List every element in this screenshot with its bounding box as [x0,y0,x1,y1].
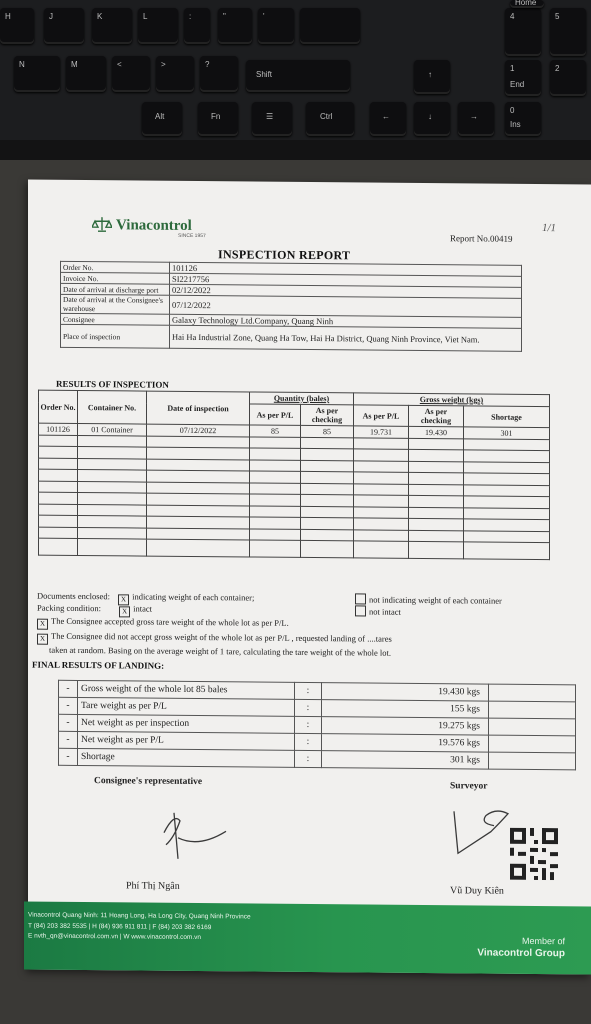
final-colon: : [295,733,322,750]
key-label: " [223,12,226,21]
footer-band [24,902,591,975]
tare-calculation-text: taken at random. Basing on the average weight of 1 tare, calculating the tare weight of the whole lot. [49,644,392,658]
option-not-intact: not intact [369,606,401,617]
col-gross-weight: Gross weight (kgs) [354,393,550,407]
col-qty-as-per-checking: As per checking [301,404,354,425]
key-k [92,8,132,44]
cell-container-no: 01 Container [78,423,147,435]
key-right: → [458,102,494,136]
key-label: Alt [155,112,165,121]
final-unit: kgs [466,755,480,766]
info-value: Hai Ha Industrial Zone, Quang Ha Tow, Hai Ha District, Quang Ninh Province, Viet Nam. [170,325,522,351]
final-label: Shortage [78,748,295,767]
key-menu: ☰ [252,102,292,136]
info-value: 02/12/2022 [170,284,522,298]
checkbox-not-accepted: X [37,634,48,645]
final-value: 19.275 [438,721,465,732]
surveyor-name: Vũ Duy Kiên [450,885,504,897]
accepted-text: The Consignee accepted gross tare weight of the whole lot as per P/L. [51,615,289,628]
key-quote [218,8,252,44]
key-label: 1 [510,64,515,73]
key-1 [505,60,541,96]
key-label: ' [263,12,265,21]
col-gross-as-per-checking: As per checking [409,405,464,426]
key-0 [505,102,541,136]
final-results-table [58,680,576,771]
qr-code-icon [510,828,558,880]
col-order-no: Order No. [39,390,78,423]
key-label: 4 [510,12,515,21]
final-dash: - [59,680,78,697]
key-n [14,56,60,92]
final-label: Tare weight as per P/L [78,697,295,716]
checkbox-not-indicating-weight [355,593,366,604]
final-dash: - [59,714,78,731]
key-label: 2 [555,64,560,73]
final-dash: - [59,748,78,765]
info-label: Date of arrival at the Consignee's warehouse [61,294,170,314]
cell-gross-pl: 19.731 [354,426,409,438]
cell-gross-check: 19.430 [409,426,464,438]
final-label: Gross weight of the whole lot 85 bales [78,680,295,699]
checkbox-intact: X [119,606,130,617]
checkbox-indicating-weight: X [118,594,129,605]
key-label: H [5,12,11,21]
documents-label: Documents enclosed: [37,590,110,602]
packing-label: Packing condition: [37,602,101,614]
final-value: 155 [450,704,465,715]
page-number: 1/1 [542,222,557,235]
key-enter [300,8,360,44]
final-value: 19.576 [438,738,465,749]
key-down: ↓ [414,102,450,136]
results-table [38,390,550,560]
footer-contacts: E nvth_qn@vinacontrol.com.vn | W www.vinacontrol.com.vn [28,932,202,942]
consignee-representative-label: Consignee's representative [94,776,203,788]
key-label: ? [205,60,210,69]
info-value: 07/12/2022 [170,295,522,317]
packing-option-2 [355,605,401,616]
info-table [60,261,522,352]
key-label: End [510,80,525,89]
final-unit: kgs [466,704,480,715]
final-label: Net weight as per inspection [78,714,295,733]
consignee-signature [144,793,234,864]
key-label: Fn [211,112,221,121]
footer-group: Vinacontrol Group [477,947,565,960]
inspection-report-page [28,180,591,975]
checkbox-accepted: X [37,619,48,630]
key-label: : [189,12,192,21]
option-intact: intact [133,603,152,614]
final-label: Net weight as per P/L [78,731,295,750]
col-qty-as-per-pl: As per P/L [250,404,301,425]
key-h [0,8,34,44]
key-shift [246,60,350,92]
cell-qty-pl: 85 [250,425,301,437]
final-unit: kgs [466,721,480,732]
final-row [59,748,576,770]
footer-address: Vinacontrol Quang Ninh: 11 Hoang Long, Ha Long City, Quang Ninh Province [28,911,251,921]
key-label: 5 [555,12,560,21]
cell-shortage: 301 [464,427,550,439]
option-indicating-weight: indicating weight of each container; [132,591,255,603]
key-j [44,8,84,44]
info-value: 101126 [170,262,522,276]
key-label: M [71,60,78,69]
final-colon: : [295,750,322,767]
col-gross-as-per-pl: As per P/L [354,405,409,426]
info-value: SI2217756 [170,273,522,287]
cell-date: 07/12/2022 [147,424,250,436]
logo-text: Vinacontrol [116,217,192,234]
report-number: Report No.00419 [450,233,513,244]
col-container-no: Container No. [78,390,147,424]
logo-since: SINCE 1957 [178,232,206,240]
key-fn [198,102,238,136]
cell-qty-check: 85 [301,425,354,437]
info-label: Order No. [61,261,170,273]
key-label: N [19,60,25,69]
final-dash: - [59,731,78,748]
key-slash [200,56,238,92]
documents-option-2 [355,593,502,605]
key-2 [550,60,586,96]
key-quote-2 [258,8,294,44]
key-label: J [49,12,53,21]
key-label: Home [515,0,537,7]
report-title: INSPECTION REPORT [218,247,351,263]
consignee-name: Phí Thị Ngân [126,880,180,892]
key-label: < [117,60,122,69]
key-label: K [97,12,103,21]
key-label: 0 [510,106,515,115]
key-label: Ctrl [320,112,333,121]
cell-order-no: 101126 [39,423,78,435]
not-accepted-text: The Consignee did not accept gross weight of the whole lot as per P/L , requested landing of ....tares [51,630,392,644]
final-colon: : [295,699,322,716]
final-colon: : [295,682,322,699]
final-colon: : [295,716,322,733]
key-left: ← [370,102,406,136]
final-unit: kgs [466,738,480,749]
key-period [156,56,194,92]
final-results-heading: FINAL RESULTS OF LANDING: [32,659,165,671]
key-colon [184,8,210,44]
footer-member-of: Member of [521,935,565,947]
key-home [510,0,544,8]
key-5 [550,8,586,56]
info-value: Galaxy Technology Ltd.Company, Quang Ninh [170,314,522,328]
info-label: Date of arrival at discharge port [61,283,170,295]
key-label: L [143,12,148,21]
col-date: Date of inspection [147,391,250,425]
results-heading: RESULTS OF INSPECTION [56,378,169,390]
footer-phones: T (84) 203 382 5535 | H (84) 936 911 811 | F (84) 203 382 6169 [28,922,212,932]
final-value: 301 [450,755,465,766]
final-unit: kgs [466,687,480,698]
key-4 [505,8,541,56]
surveyor-label: Surveyor [450,781,488,792]
col-quantity: Quantity (bales) [250,392,354,405]
info-row [61,324,522,351]
info-label: Invoice No. [61,272,170,284]
info-label: Consignee [61,313,170,325]
key-l [138,8,178,44]
key-m [66,56,106,92]
final-value: 19.430 [438,687,465,698]
col-shortage: Shortage [464,406,550,428]
option-not-indicating-weight: not indicating weight of each container [369,594,502,606]
key-comma [112,56,150,92]
key-label: Ins [510,120,521,129]
vinacontrol-logo [92,216,192,235]
scale-logo-icon [92,216,112,232]
final-dash: - [59,697,78,714]
accepted-line [37,616,289,632]
checkbox-not-intact [355,605,366,616]
empty-row [39,538,550,559]
info-label: Place of inspection [61,324,170,348]
key-label: Shift [256,70,273,79]
key-alt [142,102,182,136]
key-ctrl [306,102,354,136]
key-up: ↑ [414,60,450,94]
key-label: > [161,60,166,69]
keyboard [0,0,591,160]
